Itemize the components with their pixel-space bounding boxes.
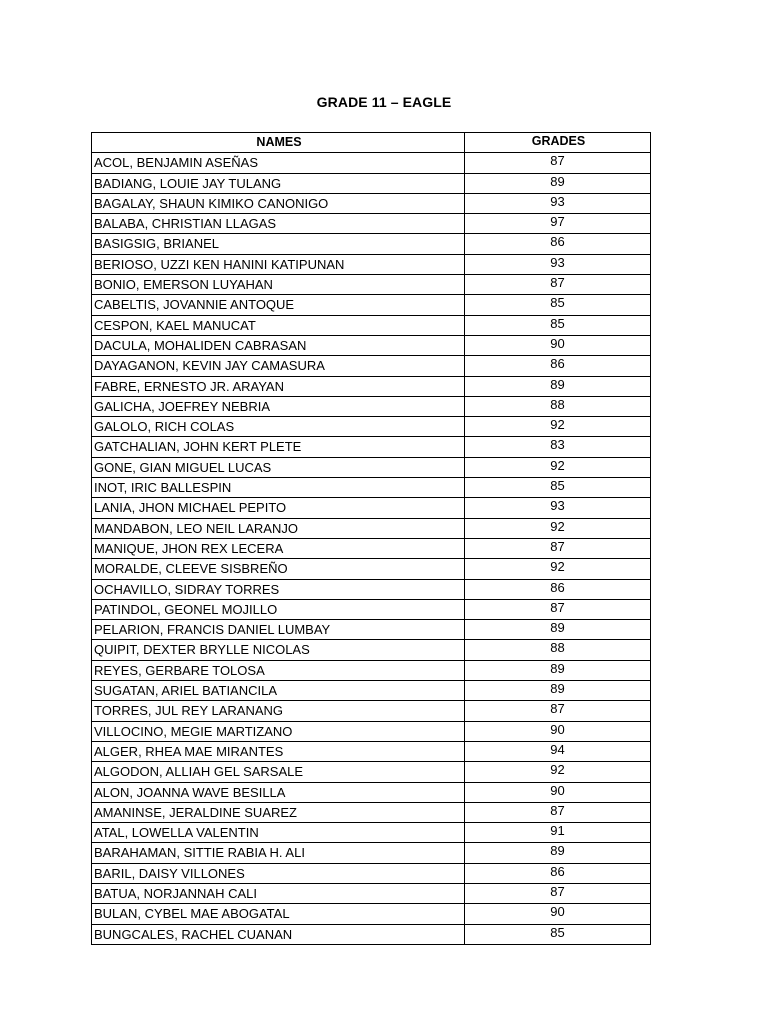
grade-cell: 92 (465, 762, 651, 782)
grade-cell: 88 (465, 640, 651, 660)
table-row (92, 457, 651, 477)
table-row (92, 782, 651, 802)
table-row (92, 762, 651, 782)
table-row (92, 823, 651, 843)
table-row (92, 153, 651, 173)
grade-cell: 93 (465, 193, 651, 213)
table-row (92, 559, 651, 579)
grade-cell: 86 (465, 863, 651, 883)
table-body (92, 153, 651, 945)
student-name-cell: MANIQUE, JHON REX LECERA (92, 538, 465, 558)
student-name-cell: REYES, GERBARE TOLOSA (92, 660, 465, 680)
student-name-cell: BUNGCALES, RACHEL CUANAN (92, 924, 465, 944)
table-row (92, 843, 651, 863)
grade-cell: 97 (465, 214, 651, 234)
student-name-cell: VILLOCINO, MEGIE MARTIZANO (92, 721, 465, 741)
grade-cell: 87 (465, 883, 651, 903)
grade-cell: 94 (465, 741, 651, 761)
grades-table (91, 132, 651, 945)
student-name-cell: BONIO, EMERSON LUYAHAN (92, 275, 465, 295)
table-row (92, 356, 651, 376)
grade-cell: 90 (465, 904, 651, 924)
grade-cell: 89 (465, 173, 651, 193)
page-title: GRADE 11 – EAGLE (316, 94, 452, 110)
table-row (92, 620, 651, 640)
table-row (92, 518, 651, 538)
grade-cell: 92 (465, 518, 651, 538)
student-name-cell: GATCHALIAN, JOHN KERT PLETE (92, 437, 465, 457)
grade-cell: 90 (465, 782, 651, 802)
student-name-cell: BADIANG, LOUIE JAY TULANG (92, 173, 465, 193)
student-name-cell: BATUA, NORJANNAH CALI (92, 883, 465, 903)
table-row (92, 234, 651, 254)
table-row (92, 295, 651, 315)
table-row (92, 417, 651, 437)
table-row (92, 701, 651, 721)
grade-cell: 87 (465, 538, 651, 558)
student-name-cell: GONE, GIAN MIGUEL LUCAS (92, 457, 465, 477)
table-row (92, 599, 651, 619)
grade-cell: 87 (465, 599, 651, 619)
student-name-cell: BALABA, CHRISTIAN LLAGAS (92, 214, 465, 234)
grade-cell: 85 (465, 295, 651, 315)
grade-cell: 86 (465, 356, 651, 376)
table-row (92, 863, 651, 883)
table-row (92, 173, 651, 193)
grade-cell: 87 (465, 701, 651, 721)
table-row (92, 275, 651, 295)
student-name-cell: ATAL, LOWELLA VALENTIN (92, 823, 465, 843)
table-header-row (92, 133, 651, 153)
table-row (92, 498, 651, 518)
grade-cell: 89 (465, 660, 651, 680)
table-row (92, 660, 651, 680)
grade-cell: 89 (465, 843, 651, 863)
table-row (92, 254, 651, 274)
grade-cell: 85 (465, 924, 651, 944)
table-row (92, 335, 651, 355)
student-name-cell: SUGATAN, ARIEL BATIANCILA (92, 681, 465, 701)
table-row (92, 478, 651, 498)
grade-cell: 93 (465, 498, 651, 518)
grade-cell: 89 (465, 681, 651, 701)
student-name-cell: BAGALAY, SHAUN KIMIKO CANONIGO (92, 193, 465, 213)
table-row (92, 315, 651, 335)
grade-cell: 86 (465, 579, 651, 599)
student-name-cell: DAYAGANON, KEVIN JAY CAMASURA (92, 356, 465, 376)
table-row (92, 437, 651, 457)
table-row (92, 538, 651, 558)
table-row (92, 193, 651, 213)
student-name-cell: BARAHAMAN, SITTIE RABIA H. ALI (92, 843, 465, 863)
grade-cell: 86 (465, 234, 651, 254)
grade-cell: 88 (465, 396, 651, 416)
grade-cell: 92 (465, 457, 651, 477)
student-name-cell: CESPON, KAEL MANUCAT (92, 315, 465, 335)
grade-cell: 87 (465, 275, 651, 295)
student-name-cell: PELARION, FRANCIS DANIEL LUMBAY (92, 620, 465, 640)
grade-cell: 85 (465, 478, 651, 498)
column-header-grades: GRADES (465, 133, 651, 153)
table-row (92, 904, 651, 924)
student-name-cell: GALICHA, JOEFREY NEBRIA (92, 396, 465, 416)
student-name-cell: TORRES, JUL REY LARANANG (92, 701, 465, 721)
student-name-cell: BARIL, DAISY VILLONES (92, 863, 465, 883)
table-row (92, 883, 651, 903)
table-row (92, 214, 651, 234)
table-row (92, 924, 651, 944)
table-row (92, 721, 651, 741)
grade-cell: 90 (465, 335, 651, 355)
grade-cell: 91 (465, 823, 651, 843)
table-row (92, 396, 651, 416)
student-name-cell: FABRE, ERNESTO JR. ARAYAN (92, 376, 465, 396)
student-name-cell: ALGODON, ALLIAH GEL SARSALE (92, 762, 465, 782)
grade-cell: 83 (465, 437, 651, 457)
grade-cell: 93 (465, 254, 651, 274)
student-name-cell: DACULA, MOHALIDEN CABRASAN (92, 335, 465, 355)
student-name-cell: ALGER, RHEA MAE MIRANTES (92, 741, 465, 761)
student-name-cell: PATINDOL, GEONEL MOJILLO (92, 599, 465, 619)
student-name-cell: OCHAVILLO, SIDRAY TORRES (92, 579, 465, 599)
grade-cell: 90 (465, 721, 651, 741)
student-name-cell: LANIA, JHON MICHAEL PEPITO (92, 498, 465, 518)
student-name-cell: BULAN, CYBEL MAE ABOGATAL (92, 904, 465, 924)
student-name-cell: BERIOSO, UZZI KEN HANINI KATIPUNAN (92, 254, 465, 274)
student-name-cell: MORALDE, CLEEVE SISBREÑO (92, 559, 465, 579)
student-name-cell: GALOLO, RICH COLAS (92, 417, 465, 437)
student-name-cell: MANDABON, LEO NEIL LARANJO (92, 518, 465, 538)
grade-cell: 92 (465, 559, 651, 579)
grade-cell: 89 (465, 376, 651, 396)
table-row (92, 802, 651, 822)
column-header-names: NAMES (92, 133, 465, 153)
table-row (92, 681, 651, 701)
student-name-cell: ALON, JOANNA WAVE BESILLA (92, 782, 465, 802)
table-row (92, 741, 651, 761)
student-name-cell: INOT, IRIC BALLESPIN (92, 478, 465, 498)
student-name-cell: ACOL, BENJAMIN ASEÑAS (92, 153, 465, 173)
student-name-cell: AMANINSE, JERALDINE SUAREZ (92, 802, 465, 822)
grade-cell: 92 (465, 417, 651, 437)
grade-cell: 85 (465, 315, 651, 335)
table-row (92, 640, 651, 660)
student-name-cell: QUIPIT, DEXTER BRYLLE NICOLAS (92, 640, 465, 660)
table-row (92, 376, 651, 396)
grade-cell: 89 (465, 620, 651, 640)
grade-cell: 87 (465, 802, 651, 822)
table-row (92, 579, 651, 599)
student-name-cell: CABELTIS, JOVANNIE ANTOQUE (92, 295, 465, 315)
student-name-cell: BASIGSIG, BRIANEL (92, 234, 465, 254)
grade-cell: 87 (465, 153, 651, 173)
